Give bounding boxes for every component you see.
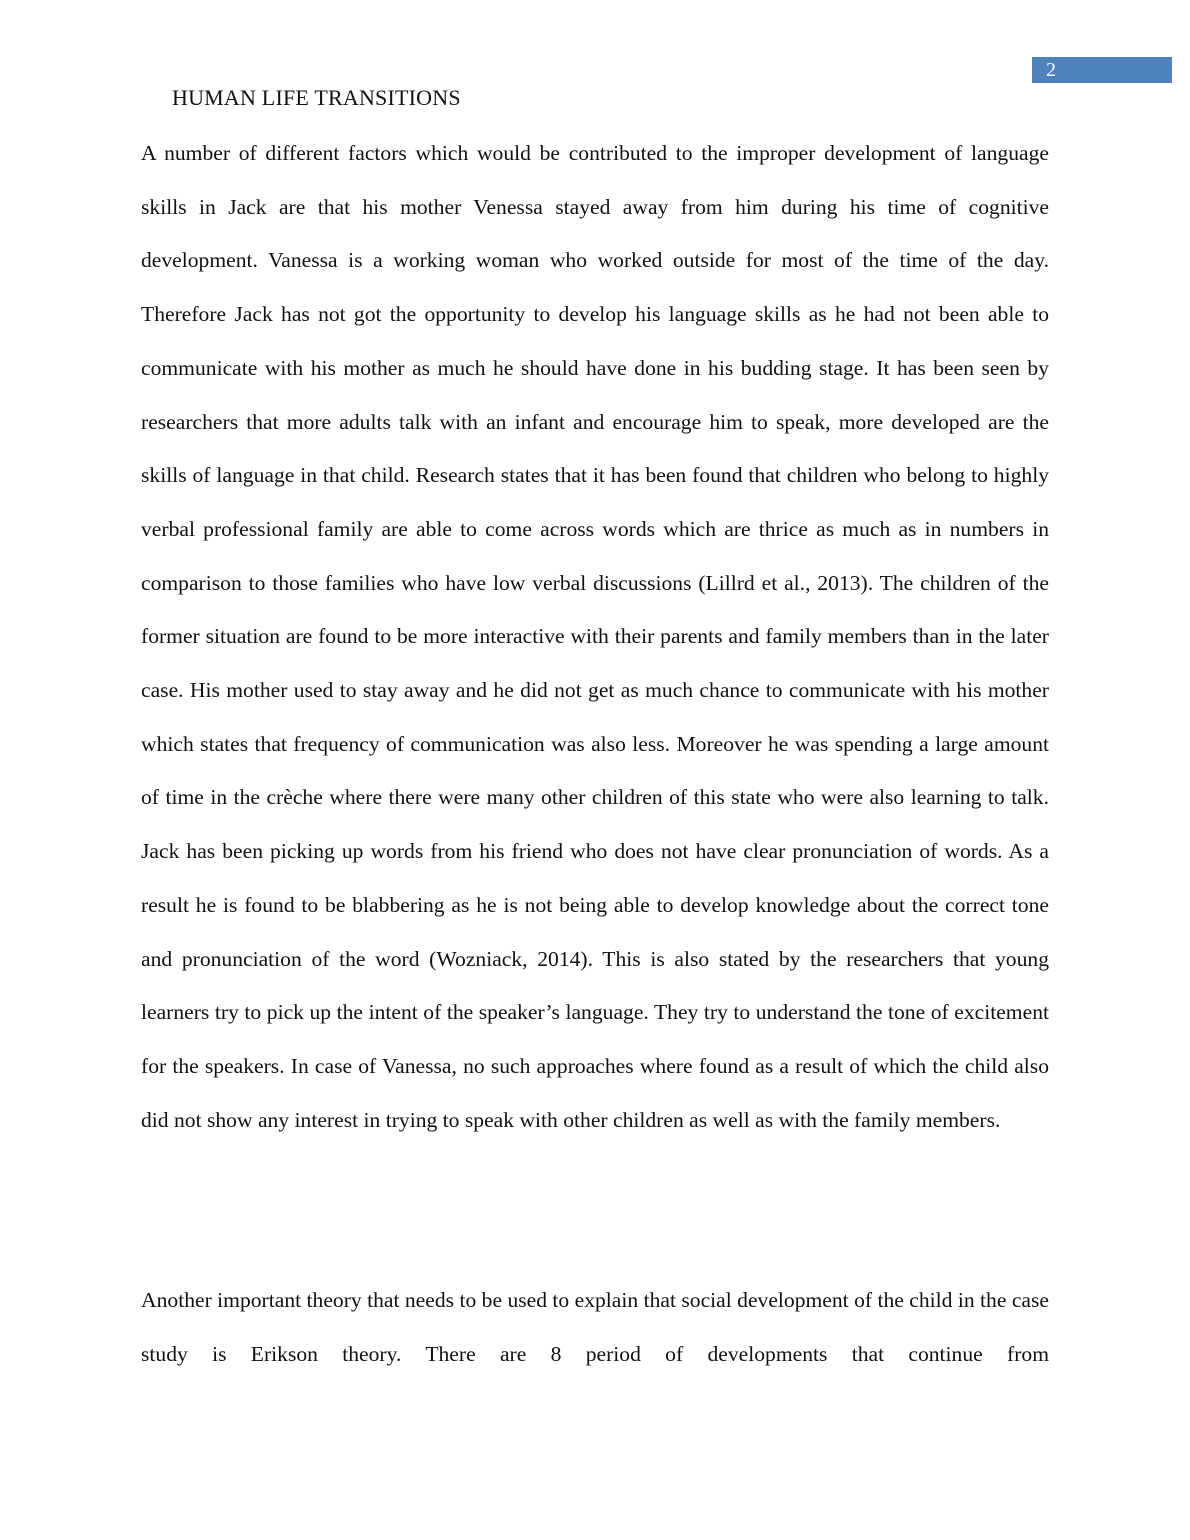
body-paragraph: A number of different factors which would be contributed to the improper development of language skills in Jack are that his mother Venessa stayed away from him during his time of cognitive development. Vanessa is a working woman who worked outside for most of the time of the day. Therefore Jack has not got the opportunity to develop his language skills as he had not been able to communicate with his mother as much he should have done in his budding stage. It has been seen by researchers that more adults talk with an infant and encourage him to speak, more developed are the skills of language in that child. Research states that it has been found that children who belong to highly verbal professional family are able to come across words which are thrice as much as in numbers in comparison to those families who have low verbal discussions (Lillrd et al., 2013). The children of the former situation are found to be more interactive with their parents and family members than in the later case. His mother used to stay away and he did not get as much chance to communicate with his mother which states that frequency of communication was also less. Moreover he was spending a large amount of time in the crèche where there were many other children of this state who were also learning to talk. Jack has been picking up words from his friend who does not have clear pronunciation of words. As a result he is found to be blabbering as he is not being able to develop knowledge about the correct tone and pronunciation of the word (Wozniack, 2014). This is also stated by the researchers that young learners try to pick up the intent of the speaker’s language. They try to understand the tone of excitement for the speakers. In case of Vanessa, no such approaches where found as a result of which the child also did not show any interest in trying to speak with other children as well as with the family members. [141, 141, 1049, 1132]
page-number-badge [1032, 57, 1172, 83]
running-head: HUMAN LIFE TRANSITIONS [172, 85, 461, 110]
body-paragraph: Another important theory that needs to be used to explain that social development of the child in the case study is Erikson theory. There are 8 period of developments that continue from [141, 1288, 1049, 1366]
page-number: 2 [1046, 59, 1056, 81]
